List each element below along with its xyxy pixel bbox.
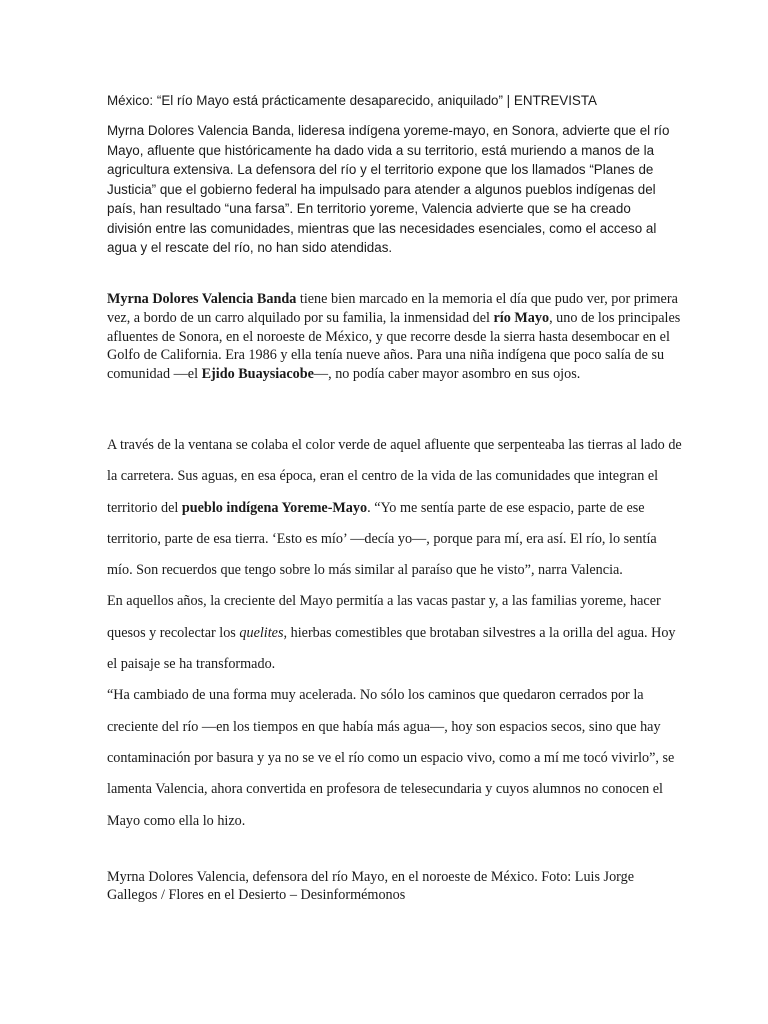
paragraph-4: “Ha cambiado de una forma muy acelerada. No sólo los caminos que quedaron cerrados por la creciente del río —en los tiempos en que había más agua—, hoy son espacios secos, sino que hay contaminación por basura y ya no se ve el río como un espacio vivo, como a mí me tocó vivirlo”, se lamenta Valencia, ahora convertida en profesora de telesecundaria y cuyos alumnos no conocen el Mayo como ella lo hizo. bbox=[107, 687, 675, 829]
ejido-bold: Ejido Buaysiacobe bbox=[201, 366, 314, 383]
pueblo-bold: pueblo indígena Yoreme-Mayo bbox=[181, 499, 368, 516]
body-section bbox=[107, 430, 682, 837]
paragraph-2-text-a: A través de la ventana se colaba el color verde de aquel afluente que serpenteaba las tierras al lado de la carretera. Sus aguas, en esa época, eran el centro de la vida de las comunidades que integran el territorio del bbox=[107, 437, 682, 516]
paragraph-1-text-a: tiene bien marcado en la memoria el día que pudo ver, por primera vez, a bordo de un carro alquilado por su familia, la inmensidad del bbox=[107, 291, 678, 326]
photo-caption: Myrna Dolores Valencia, defensora del río Mayo, en el noroeste de México. Foto: Luis Jorge Gallegos / Flores en el Desierto – Desinformémonos bbox=[107, 869, 635, 903]
paragraph-3-text-a: En aquellos años, la creciente del Mayo permitía a las vacas pastar y, a las familias yoreme, hacer quesos y recolectar los bbox=[107, 593, 661, 641]
name-bold: Myrna Dolores Valencia Banda bbox=[107, 291, 297, 307]
river-bold: río Mayo bbox=[493, 309, 550, 326]
paragraph-2-text-b: . “Yo me sentía parte de ese espacio, parte de ese territorio, parte de esa tierra. ‘Esto es mío’ —decía yo—, porque para mí, era así. El río, lo sentía mío. Son recuerdos que tengo sobre lo más similar al paraíso que he visto”, narra Valencia. bbox=[107, 499, 657, 579]
paragraph-3-text-b: , hierbas comestibles que brotaban silvestres a la orilla del agua. Hoy el paisaje se ha transformado. bbox=[107, 624, 676, 673]
paragraph-3 bbox=[107, 586, 682, 680]
paragraph-1-text-b: , uno de los principales afluentes de Sonora, en el noroeste de México, y que recorre desde la sierra hasta desembocar en el Golfo de California. Era 1986 y ella tenía nueve años. Para una niña indígena que poco salía de su comunidad —el bbox=[107, 309, 681, 383]
article-lead: Myrna Dolores Valencia Banda, lideresa indígena yoreme-mayo, en Sonora, advierte que el río Mayo, afluente que históricamente ha dado vida a su territorio, está muriendo a manos de la agricultura extensiva. La defensora del río y el territorio expone que los llamados “Planes de Justicia” que el gobierno federal ha impulsado para atender a algunos pueblos indígenas del país, han resultado “una farsa”. En territorio yoreme, Valencia advierte que se ha creado división entre las comunidades, mientras que las necesidades esenciales, como el acceso al agua y el rescate del río, no han sido atendidas. bbox=[107, 123, 670, 255]
article-title: México: “El río Mayo está prácticamente desaparecido, aniquilado” | ENTREVISTA bbox=[107, 93, 597, 108]
quelites-italic: quelites bbox=[239, 624, 284, 641]
paragraph-1 bbox=[107, 290, 682, 384]
paragraph-2 bbox=[107, 430, 682, 586]
paragraph-1-text-c: —, no podía caber mayor asombro en sus ojos. bbox=[313, 366, 581, 383]
